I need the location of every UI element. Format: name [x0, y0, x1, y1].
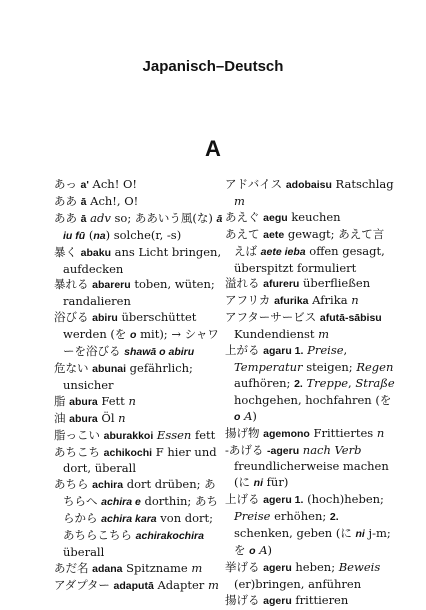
entry-text: ans Licht bringen, aufdecken: [63, 244, 222, 276]
entry-text: Beweis: [338, 559, 381, 574]
dictionary-entry: [54, 411, 224, 428]
entry-text: ageru 1.: [263, 494, 304, 507]
entry-text: 脂: [54, 393, 70, 408]
entry-text: Fett: [97, 393, 129, 408]
entry-text: 2.: [329, 511, 339, 524]
entry-text: Spitzname: [122, 560, 192, 575]
entry-text: 挙げる: [225, 559, 264, 574]
dictionary-entry: [225, 293, 395, 310]
entry-text: adv: [90, 210, 111, 225]
entry-text: keuchen: [287, 209, 341, 224]
entry-text: Frittiertes: [309, 425, 377, 440]
entry-text: achira e: [101, 496, 141, 509]
entry-text: Öl: [97, 410, 119, 425]
page-header: Japanisch–Deutsch: [142, 58, 284, 75]
dictionary-entry: [54, 177, 224, 194]
entry-text: ): [267, 542, 273, 557]
dictionary-entry: [225, 492, 395, 560]
entry-text: ageru: [263, 594, 292, 607]
entry-text: achikochi: [103, 446, 153, 459]
entry-text: m: [191, 560, 203, 575]
entry-text: afureru: [263, 278, 300, 291]
entry-text: Kundendienst: [234, 327, 319, 342]
entry-text: あっ: [54, 177, 81, 191]
entry-text: nach Verb: [302, 442, 362, 457]
dictionary-entry: [225, 276, 395, 293]
entry-text: Afrika: [308, 293, 352, 308]
entry-text: 危ない: [54, 360, 93, 375]
entry-text: gewagt; あえて言えば: [234, 226, 385, 258]
entry-text: abaku: [80, 246, 112, 259]
dictionary-entry: [54, 211, 224, 245]
entry-text: Essen: [156, 427, 192, 442]
entry-text: Ach!, O!: [86, 193, 139, 208]
entry-text: Adapter: [153, 577, 208, 592]
entry-text: mit); → シャワーを浴びる: [63, 327, 219, 359]
entry-text: 暴れる: [54, 277, 93, 292]
entry-text: toben, wüten; randalieren: [63, 277, 215, 309]
entry-text: n: [376, 425, 385, 440]
entry-text: あえて: [225, 226, 264, 241]
entry-text: o: [130, 329, 137, 342]
entry-text: na: [93, 229, 106, 242]
entry-text: aete ieba: [260, 245, 306, 258]
entry-text: achira kara: [101, 513, 157, 526]
entry-text: ā: [80, 195, 87, 208]
entry-text: offen gesagt, überspitzt formuliert: [234, 243, 385, 275]
entry-text: Regen: [356, 359, 394, 374]
entry-text: A: [244, 408, 253, 423]
entry-text: 暴く: [54, 244, 81, 259]
entry-text: abura: [69, 412, 98, 425]
entry-text: ā iu fū: [63, 212, 223, 242]
entry-text: あちら: [54, 477, 93, 492]
entry-text: アフターサービス: [225, 310, 320, 325]
entry-text: achira: [92, 479, 124, 492]
entry-text: Preise: [307, 343, 344, 358]
entry-text: von dort; あちらこちら: [63, 511, 214, 543]
dictionary-entry: [54, 578, 224, 595]
entry-text: Ach! O!: [88, 177, 138, 191]
dictionary-entry: [225, 560, 395, 593]
entry-text: Ratschlag: [331, 177, 394, 191]
dictionary-entry: [225, 227, 395, 277]
entry-text: abura: [69, 395, 98, 408]
dictionary-entry: [54, 561, 224, 578]
entry-text: frittieren: [291, 592, 349, 607]
entry-text: überall: [63, 544, 105, 559]
entry-text: hochgehen, hochfahren (を: [234, 392, 392, 407]
entry-text: m: [234, 193, 245, 208]
right-column: [225, 177, 395, 610]
entry-text: 溢れる: [225, 276, 264, 291]
dictionary-entry: [54, 194, 224, 211]
entry-text: fett: [191, 427, 216, 442]
entry-text: n: [118, 410, 126, 425]
entry-text: adaputā: [113, 579, 154, 592]
entry-text: adobaisu: [285, 179, 332, 191]
entry-text: 揚げる: [225, 592, 264, 607]
entry-text: (er)bringen, anführen: [234, 576, 362, 591]
entry-text: ,: [343, 343, 348, 358]
entry-text: m: [207, 577, 219, 592]
entry-text: Straße: [355, 375, 395, 390]
entry-text: ) solche(r, -s): [105, 227, 182, 242]
entry-text: gefährlich; unsicher: [63, 360, 193, 392]
entry-text: n: [351, 293, 359, 308]
entry-text: あちこち: [54, 444, 104, 459]
dictionary-entry: [54, 445, 224, 478]
dictionary-entry: [225, 343, 395, 426]
entry-text: (: [85, 227, 94, 242]
entry-text: Temperatur: [234, 359, 303, 374]
dictionary-entry: [225, 593, 395, 610]
dictionary-entry: [54, 394, 224, 411]
entry-text: ageru: [263, 561, 292, 574]
entry-text: ni: [253, 477, 263, 490]
entry-text: F hier und dort, überall: [63, 444, 217, 476]
entry-text: n: [128, 393, 136, 408]
entry-text: adana: [92, 562, 123, 575]
entry-text: 揚げ物: [225, 425, 264, 440]
entry-text: dort drüben; あちらへ: [63, 477, 216, 509]
entry-text: ああ: [54, 193, 81, 208]
entry-text: 2.: [294, 377, 303, 390]
dictionary-entry: [225, 177, 395, 210]
entry-text: ni: [355, 528, 365, 541]
entry-text: o: [234, 410, 241, 423]
entry-text: schenken, geben (に: [234, 526, 356, 541]
entry-text: m: [318, 327, 330, 342]
entry-text: afurika: [274, 295, 309, 308]
dictionary-entry: [54, 245, 224, 278]
entry-text: (hoch)heben;: [303, 492, 384, 507]
entry-text: shawā o abiru: [124, 346, 195, 359]
entry-text: -あげる: [225, 442, 268, 457]
entry-text: 上がる: [225, 343, 264, 358]
dictionary-entry: [225, 426, 395, 443]
entry-text: achirakochira: [135, 530, 204, 543]
entry-text: アドバイス: [225, 177, 286, 191]
entry-text: aburakkoi: [103, 429, 154, 442]
entry-text: aufhören;: [234, 375, 295, 390]
entry-text: dorthin; あちらから: [63, 494, 218, 526]
entry-text: ,: [348, 375, 356, 390]
entry-text: steigen;: [302, 359, 357, 374]
entry-text: für): [263, 475, 289, 490]
entry-text: Preise: [234, 509, 271, 524]
dictionary-entry: [54, 277, 224, 310]
entry-text: 上げる: [225, 492, 264, 507]
left-column: [54, 177, 224, 595]
entry-text: afutā-sābisu: [319, 312, 382, 325]
entry-text: so; ああいう風(な): [110, 210, 217, 225]
entry-text: agemono: [263, 427, 310, 440]
entry-text: -ageru: [267, 444, 300, 457]
entry-text: 浴びる: [54, 310, 93, 325]
entry-text: agaru 1.: [263, 345, 304, 358]
entry-text: ああ: [54, 210, 81, 225]
entry-text: abareru: [92, 279, 131, 292]
dictionary-entry: [54, 477, 224, 561]
entry-text: aegu: [263, 211, 288, 224]
entry-text: o: [249, 544, 256, 557]
entry-text: A: [259, 542, 268, 557]
entry-text: aete: [263, 228, 285, 241]
dictionary-entry: [54, 310, 224, 361]
entry-text: ): [252, 408, 257, 423]
entry-text: überschüttet werden (を: [63, 310, 197, 342]
dictionary-entry: [225, 310, 395, 343]
dictionary-entry: [54, 428, 224, 445]
entry-text: j-m; を: [234, 526, 391, 557]
entry-text: ā: [80, 212, 87, 225]
section-letter: A: [205, 136, 221, 161]
entry-text: erhöhen;: [270, 509, 330, 524]
dictionary-entry: [54, 361, 224, 394]
entry-text: アフリカ: [225, 293, 275, 308]
entry-text: 脂っこい: [54, 427, 104, 442]
dictionary-entry: [225, 210, 395, 227]
entry-text: heben;: [291, 559, 339, 574]
entry-text: アダプター: [54, 577, 114, 592]
dictionary-entry: [225, 443, 395, 493]
entry-text: freundlicherweise machen (に: [234, 459, 389, 490]
entry-text: abiru: [92, 312, 118, 325]
entry-text: abunai: [92, 362, 126, 375]
entry-text: a': [80, 179, 89, 191]
entry-text: あえぐ: [225, 209, 264, 224]
entry-text: 油: [54, 410, 70, 425]
entry-text: あだ名: [54, 560, 93, 575]
entry-text: Treppe: [306, 375, 349, 390]
entry-text: überfließen: [299, 276, 371, 291]
